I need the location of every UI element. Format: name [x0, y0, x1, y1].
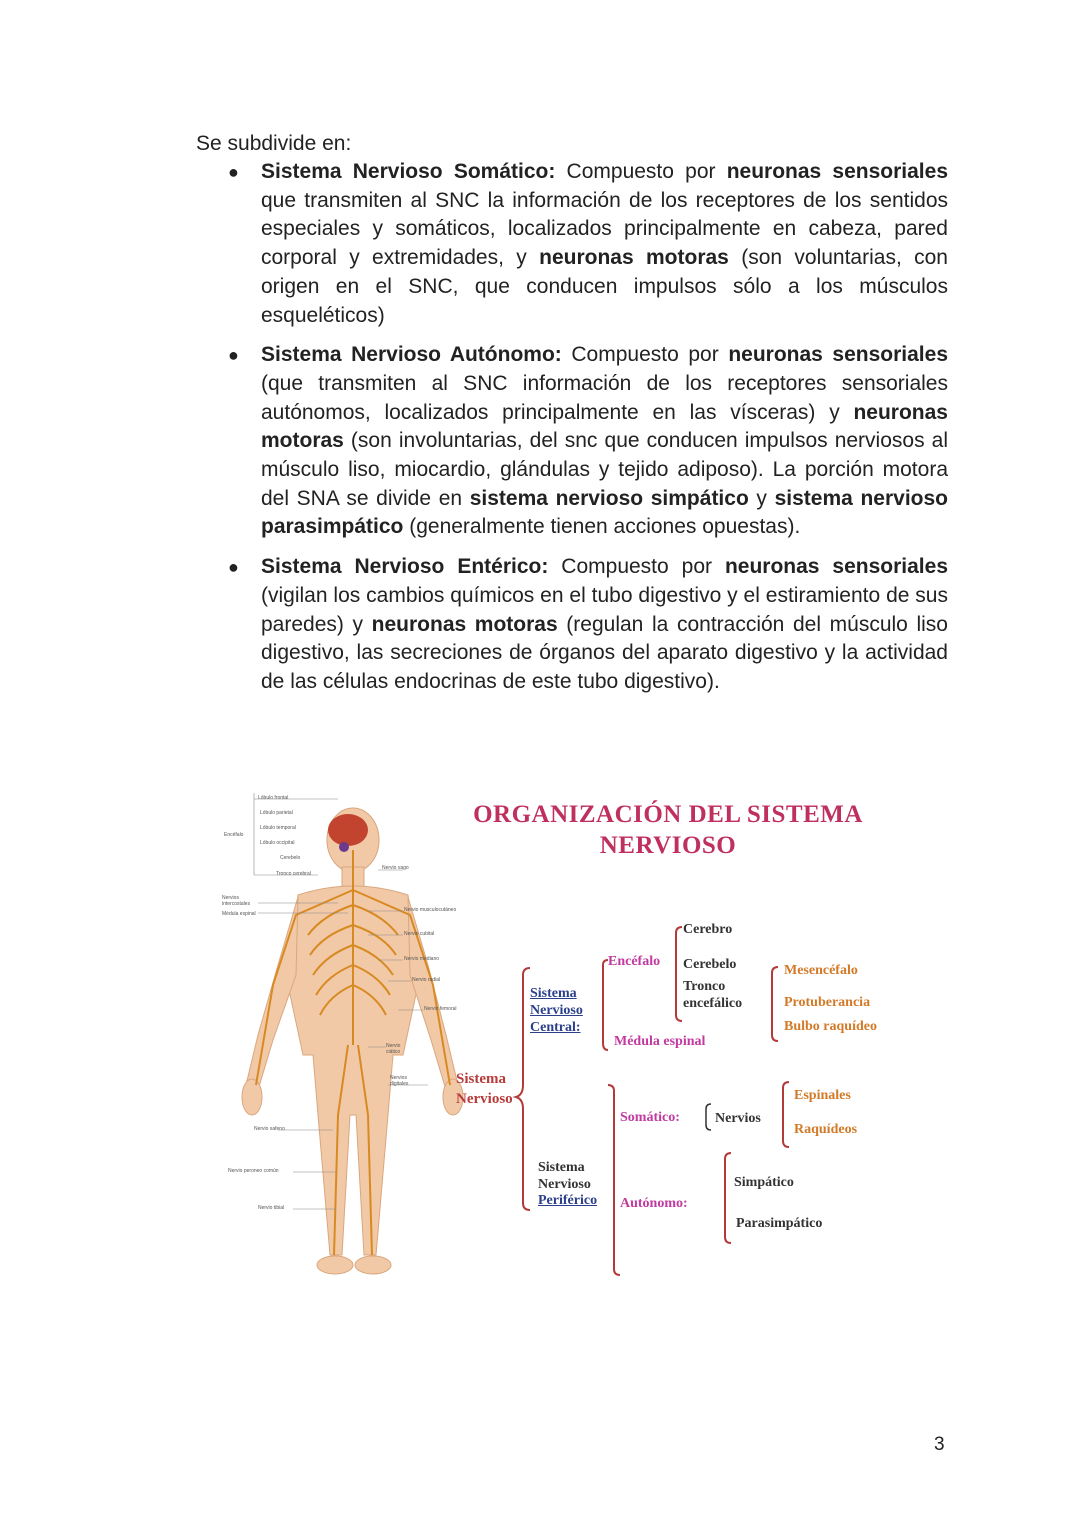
tronco-label: Tronco encefálico [683, 979, 743, 1011]
subdivision-list [228, 158, 948, 708]
anatomy-label: Lóbulo temporal [260, 825, 296, 831]
text-run: Compuesto por [561, 343, 729, 367]
text-run: que transmiten al SNC la información de los receptores de los sentidos especiales y somáticos, localizados principalmente en cabeza, pared corporal y extremidades, y [261, 188, 948, 270]
encefalo-label: Encéfalo [608, 954, 661, 969]
bullet-icon: ● [228, 345, 239, 366]
list-item-text [261, 343, 948, 538]
autonomo-label: Autónomo: [620, 1196, 688, 1211]
text-run: (que transmiten al SNC información de los receptores sensoriales autónomos, localizados principalmente en las vísceras) y [261, 371, 948, 424]
anatomy-label: Nervio tibial [258, 1205, 285, 1211]
brain-icon [328, 814, 368, 846]
raquideos-label: Raquídeos [794, 1122, 858, 1137]
anatomy-label: Nervio mediano [404, 956, 440, 962]
anatomy-label: Lóbulo frontal [258, 795, 289, 801]
bulbo-label: Bulbo raquídeo [784, 1019, 877, 1034]
list-item-text [261, 160, 948, 327]
anatomy-label: Nervio femoral [424, 1006, 457, 1012]
anatomy-label: Nervios digitales [390, 1075, 409, 1087]
figure-title [458, 799, 878, 861]
espinales-label: Espinales [794, 1088, 851, 1103]
anatomy-label: Nervio cubital [404, 931, 435, 937]
snc-label: Sistema Nervioso Central: [530, 986, 583, 1035]
anatomy-label: Cerebelo [280, 855, 301, 861]
bold-term: neuronas motoras [261, 400, 948, 453]
bold-term: Sistema Nervioso Autónomo: [261, 343, 562, 367]
anatomy-label: Nervio safeno [254, 1126, 285, 1132]
bold-term: neuronas sensoriales [726, 160, 948, 183]
cerebelo-label: Cerebelo [683, 957, 737, 972]
anatomy-label: Médula espinal [222, 911, 256, 917]
anatomy-label: Lóbulo occipital [260, 840, 295, 846]
parasimpatico-label: Parasimpático [736, 1216, 823, 1231]
bullet-icon: ● [228, 557, 239, 578]
text-run: (son voluntarias, con origen en el SNC, que conducen impulsos sólo a los músculos esqueléticos) [261, 246, 948, 327]
bold-term: Sistema Nervioso Entérico: [261, 555, 549, 579]
snp-label-line2: Nervioso [538, 1177, 591, 1192]
text-run: (regulan la contracción del músculo liso digestivo, las secreciones de órganos del aparato digestivo y la actividad de las células endocrinas de este tubo digestivo). [261, 612, 948, 693]
page-number: 3 [934, 1434, 945, 1455]
human-body-illustration [218, 785, 478, 1295]
bullet-icon: ● [228, 162, 239, 182]
bold-term: neuronas motoras [371, 612, 558, 636]
root-label: Sistema Nervioso [456, 1071, 513, 1107]
protuberancia-label: Protuberancia [784, 995, 871, 1010]
anatomy-label: Nervios intercostales [222, 895, 251, 907]
bold-term: neuronas sensoriales [724, 555, 948, 579]
bold-term: sistema nervioso parasimpático [261, 486, 948, 539]
nervios-label: Nervios [715, 1111, 761, 1126]
text-run: (generalmente tienen acciones opuestas). [403, 515, 801, 539]
text-run: y [748, 486, 775, 510]
bold-term: neuronas motoras [539, 246, 729, 270]
figure-title-line: ORGANIZACIÓN DEL SISTEMA [473, 801, 863, 828]
cerebro-label: Cerebro [683, 922, 733, 937]
anatomy-label: Nervio radial [412, 977, 441, 983]
anatomy-label: Tronco cerebral [276, 871, 311, 877]
text-run: Compuesto por [555, 160, 727, 183]
text-run: Compuesto por [548, 555, 725, 579]
list-item [228, 158, 948, 330]
bold-term: sistema nervioso simpático [469, 486, 749, 510]
bold-term: neuronas sensoriales [728, 343, 948, 367]
text-run: (son involuntarias, del snc que conducen impulsos nerviosos al músculo liso, miocardio, glándulas y tejido adiposo). La porción motora del SNA se divide en [261, 429, 948, 510]
anatomy-label: Nervio ciático [386, 1043, 401, 1055]
bold-term: Sistema Nervioso Somático: [261, 160, 556, 183]
figure-title-line: NERVIOSO [599, 832, 737, 859]
list-item [228, 341, 948, 542]
anatomy-label: Nervio vago [382, 865, 409, 871]
somatico-label: Somático: [620, 1110, 680, 1125]
nervous-system-figure [218, 785, 898, 1295]
anatomy-label: Nervio peroneo común [228, 1168, 279, 1174]
text-run: (vigilan los cambios químicos en el tubo digestivo y el estiramiento de sus paredes) y [261, 583, 948, 636]
mesencefalo-label: Mesencéfalo [784, 963, 858, 978]
simpatico-label: Simpático [734, 1175, 794, 1190]
anatomy-label: Lóbulo parietal [260, 810, 293, 816]
anatomy-label: Nervio musculocutáneo [404, 907, 457, 913]
anatomy-label: Encéfalo [224, 832, 244, 838]
snp-label-line3: Periférico [538, 1193, 598, 1208]
list-item [228, 553, 948, 697]
medula-label: Médula espinal [614, 1034, 706, 1049]
list-item-text [261, 555, 948, 693]
snp-label-line1: Sistema [538, 1160, 585, 1175]
intro-text: Se subdivide en: [196, 132, 352, 155]
